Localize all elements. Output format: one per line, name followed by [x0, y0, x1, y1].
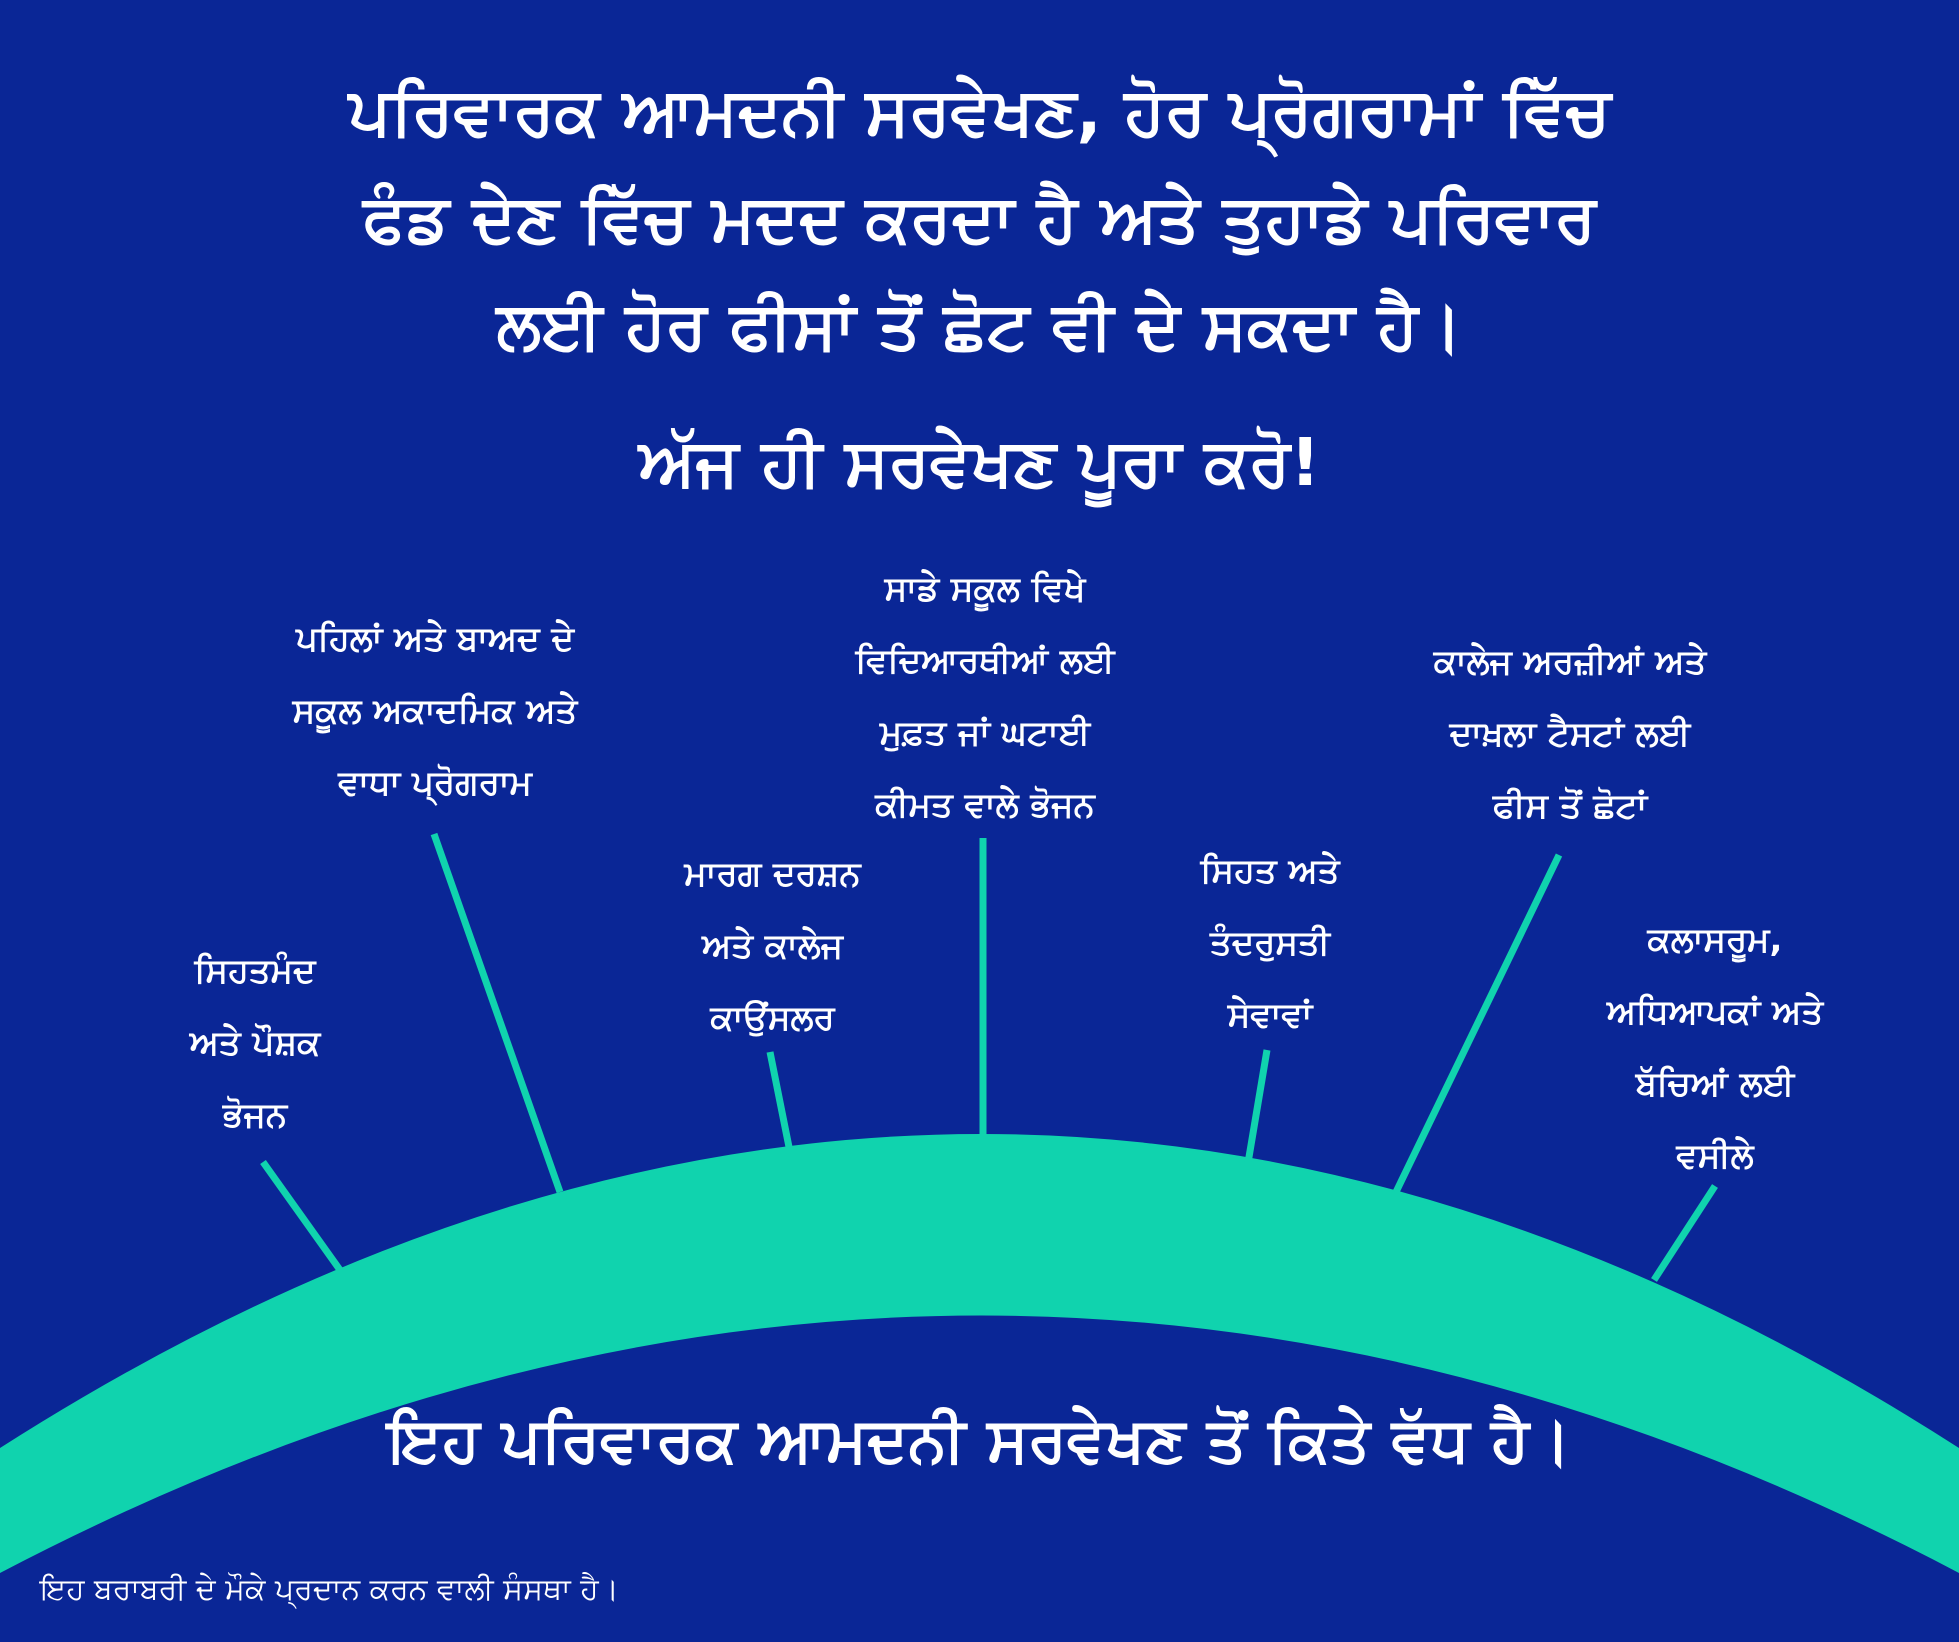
connector-line-7 — [1654, 1186, 1715, 1280]
headline-line: ਫੰਡ ਦੇਣ ਵਿੱਚ ਮਦਦ ਕਰਦਾ ਹੈ ਅਤੇ ਤੁਹਾਡੇ ਪਰਿਵਾਰ — [363, 180, 1596, 257]
benefit-line: ਵਿਦਿਆਰਥੀਆਂ ਲਈ — [855, 641, 1115, 681]
connector-line-2 — [434, 834, 560, 1192]
headline-line: ਲਈ ਹੋਰ ਫੀਸਾਂ ਤੋਂ ਛੋਟ ਵੀ ਦੇ ਸਕਦਾ ਹੈ। — [496, 287, 1463, 364]
benefit-item-2 — [250, 603, 620, 819]
benefit-line: ਸਿਹਤਮੰਦ — [194, 951, 316, 991]
benefit-line: ਕੀਮਤ ਵਾਲੇ ਭੋਜਨ — [875, 785, 1095, 825]
benefit-line: ਵਸੀਲੇ — [1676, 1136, 1754, 1176]
benefit-item-5 — [1150, 835, 1390, 1051]
benefit-item-6 — [1380, 626, 1760, 842]
headline — [0, 58, 1959, 379]
benefit-line: ਅਤੇ ਕਾਲੇਜ — [702, 926, 843, 966]
headline-line: ਪਰਿਵਾਰਕ ਆਮਦਨੀ ਸਰਵੇਖਣ, ਹੋਰ ਪ੍ਰੋਗਰਾਮਾਂ ਵਿੱਚ — [348, 73, 1611, 150]
benefit-line: ਪਹਿਲਾਂ ਅਤੇ ਬਾਅਦ ਦੇ — [295, 619, 575, 659]
benefit-line: ਦਾਖ਼ਲਾ ਟੈਸਟਾਂ ਲਈ — [1449, 714, 1691, 754]
benefit-line: ਕਾਲੇਜ ਅਰਜ਼ੀਆਂ ਅਤੇ — [1433, 642, 1707, 682]
call-to-action: ਅੱਜ ਹੀ ਸਰਵੇਖਣ ਪੂਰਾ ਕਰੋ! — [638, 424, 1321, 501]
connector-line-5 — [1248, 1050, 1267, 1163]
connector-line-3 — [770, 1052, 790, 1152]
benefit-line: ਮੁਫ਼ਤ ਜਾਂ ਘਟਾਈ — [879, 713, 1091, 753]
benefit-line: ਮਾਰਗ ਦਰਸ਼ਨ — [684, 854, 861, 894]
benefit-line: ਵਾਧਾ ਪ੍ਰੋਗਰਾਮ — [338, 763, 532, 803]
benefit-line: ਅਧਿਆਪਕਾਂ ਅਤੇ — [1606, 992, 1824, 1032]
benefit-line: ਅਤੇ ਪੌਸ਼ਕ — [189, 1023, 321, 1063]
benefit-line: ਕਾਉਂਸਲਰ — [710, 998, 835, 1038]
benefit-item-7 — [1560, 904, 1870, 1192]
connector-line-1 — [263, 1162, 340, 1270]
connector-line-6 — [1396, 855, 1559, 1192]
benefit-line: ਸਿਹਤ ਅਤੇ — [1200, 851, 1340, 891]
benefit-item-1 — [140, 935, 370, 1151]
benefit-line: ਸਕੂਲ ਅਕਾਦਮਿਕ ਅਤੇ — [292, 691, 578, 731]
footer-tagline: ਇਹ ਪਰਿਵਾਰਕ ਆਮਦਨੀ ਸਰਵੇਖਣ ਤੋਂ ਕਿਤੇ ਵੱਧ ਹੈ। — [388, 1403, 1571, 1476]
benefit-line: ਫੀਸ ਤੋਂ ਛੋਟਾਂ — [1492, 786, 1648, 826]
benefit-item-4 — [810, 553, 1160, 841]
benefit-line: ਕਲਾਸਰੂਮ, — [1647, 920, 1783, 960]
benefit-line: ਭੋਜਨ — [222, 1095, 288, 1135]
benefit-line: ਸੇਵਾਵਾਂ — [1227, 995, 1313, 1035]
benefit-line: ਸਾਡੇ ਸਕੂਲ ਵਿਖੇ — [884, 569, 1086, 609]
benefit-line: ਤੰਦਰੁਸਤੀ — [1210, 923, 1330, 963]
benefit-item-3 — [640, 838, 905, 1054]
equal-opportunity-statement: ਇਹ ਬਰਾਬਰੀ ਦੇ ਮੌਕੇ ਪ੍ਰਦਾਨ ਕਰਨ ਵਾਲੀ ਸੰਸਥਾ ਹੈ। — [40, 1572, 619, 1607]
benefit-line: ਬੱਚਿਆਂ ਲਈ — [1635, 1064, 1795, 1104]
